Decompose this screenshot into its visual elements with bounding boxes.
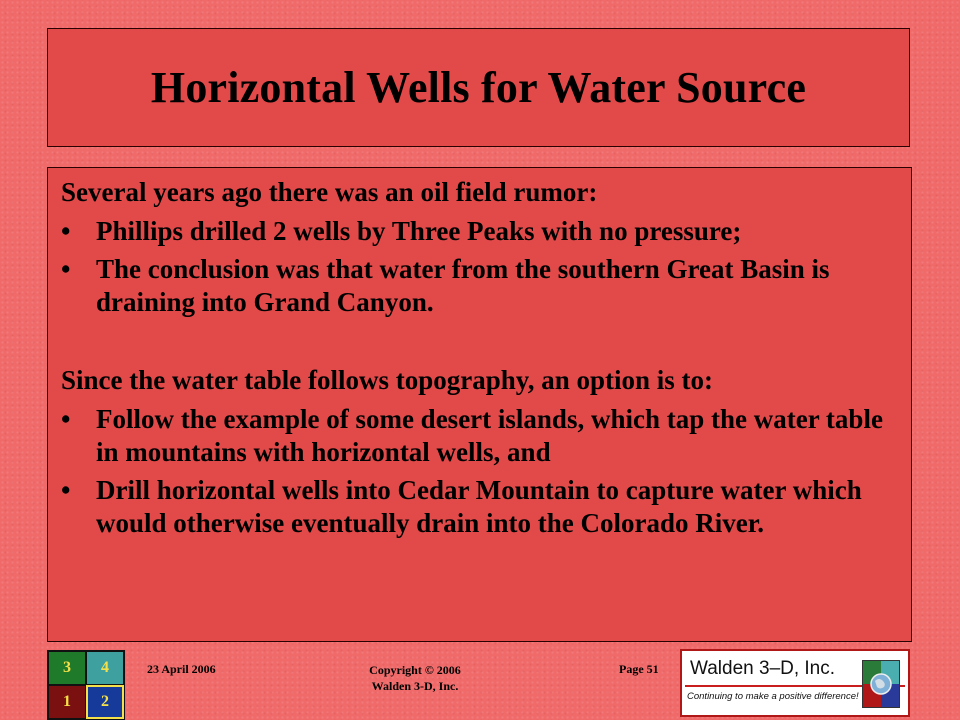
company-logo: [680, 649, 910, 717]
grid-cell-2: 2: [86, 685, 124, 719]
quadrant-grid-icon: [47, 650, 125, 720]
bullet-item: [61, 474, 891, 540]
logo-tagline: Continuing to make a positive difference!: [687, 691, 859, 702]
grid-cell-1: 1: [48, 685, 86, 719]
bullet-item: [61, 253, 891, 319]
bullet-item: [61, 403, 891, 469]
section-spacer: [61, 324, 891, 364]
section2-bullets: [61, 403, 891, 540]
slide-title: Horizontal Wells for Water Source: [150, 63, 807, 112]
page-number: Page 51: [619, 662, 659, 676]
bullet-item: [61, 215, 891, 248]
bullet-icon: •: [61, 404, 71, 434]
globe-emblem-icon: [862, 660, 900, 708]
content-panel: [47, 167, 912, 642]
copyright-line2: Walden 3-D, Inc.: [371, 679, 459, 693]
footer-date: 23 April 2006: [147, 662, 216, 676]
logo-name: Walden 3–D, Inc.: [690, 658, 836, 679]
bullet-text: Drill horizontal wells into Cedar Mountain to capture water which would otherwise eventually drain into the Colorado River.: [96, 475, 862, 538]
section1-bullets: [61, 215, 891, 319]
grid-cell-3: 3: [48, 651, 86, 685]
bullet-icon: •: [61, 216, 71, 246]
title-panel: [47, 28, 910, 147]
bullet-icon: •: [61, 475, 71, 505]
section1-intro: Several years ago there was an oil field rumor:: [61, 177, 598, 207]
bullet-text: Phillips drilled 2 wells by Three Peaks with no pressure;: [96, 216, 742, 246]
copyright-line1: Copyright © 2006: [369, 663, 461, 677]
slide-footer: [0, 648, 960, 720]
grid-cell-4: 4: [86, 651, 124, 685]
bullet-text: Follow the example of some desert islands, which tap the water table in mountains with horizontal wells, and: [96, 404, 883, 467]
section2-intro: Since the water table follows topography, an option is to:: [61, 365, 714, 395]
bullet-text: The conclusion was that water from the southern Great Basin is draining into Grand Canyon.: [96, 254, 830, 317]
bullet-icon: •: [61, 254, 71, 284]
footer-copyright: [345, 662, 485, 694]
